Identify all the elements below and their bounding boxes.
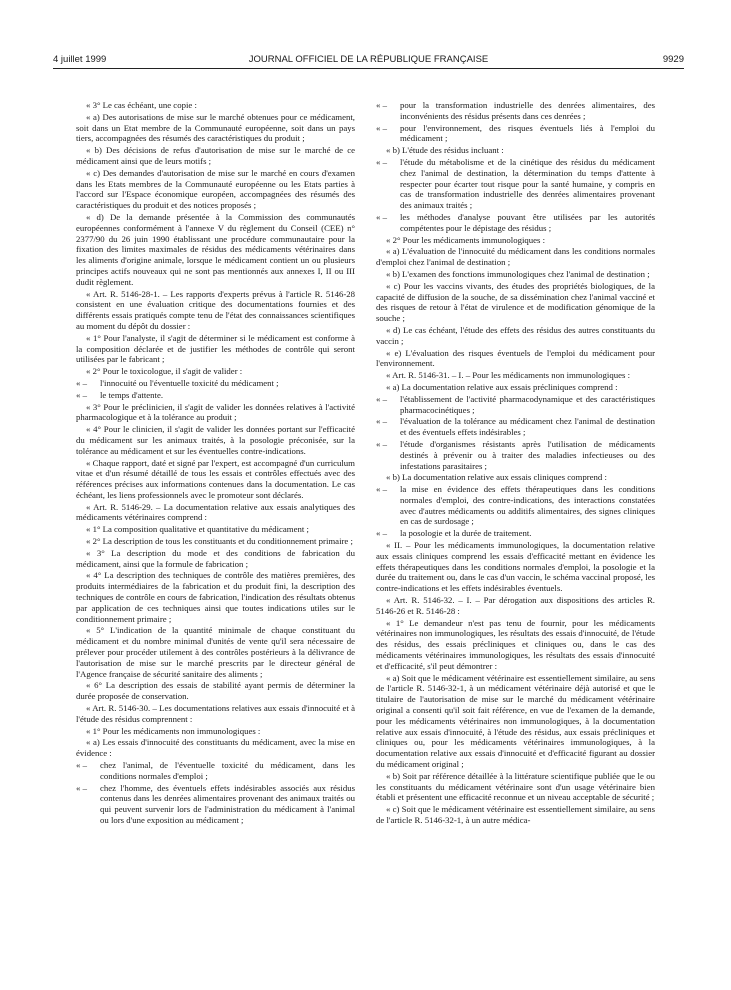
paragraph: « Art. R. 5146-30. – Les documentations relatives aux essais d'innocuité et à l'étude des résidus comprennent : xyxy=(76,703,355,724)
left-column xyxy=(76,100,355,827)
dash-item: « – l'innocuité ou l'éventuelle toxicité du médicament ; xyxy=(76,378,355,389)
paragraph: « b) L'étude des résidus incluant : xyxy=(386,145,504,156)
page-number: 9929 xyxy=(662,54,684,65)
paragraph: « 5° L'indication de la quantité minimale de chaque constituant du médicament et du nombre minimal d'unités de vente qu'il sera nécessaire de prélever pour procéder utilement à des contrôles postérieurs à la délivrance de l'autorisation de mise sur le marché prescrits par le directeur général de l'Agence française de sécurité sanitaire des aliments ; xyxy=(76,625,355,679)
paragraph: « c) Pour les vaccins vivants, des études des propriétés biologiques, de la capacité de diffusion de la souche, de sa dissémination chez l'animal vacciné et des risques de retour à l'état de virulence et de modification génomique de la souche ; xyxy=(376,280,655,324)
paragraph: « a) Des autorisations de mise sur le marché obtenues pour ce médicament, soit dans un Etat membre de la Communauté européenne, soit dans un pays tiers, accompagnées des résumés des caractéristiques du produit ; xyxy=(76,111,355,144)
paragraph: « a) La documentation relative aux essais précliniques comprend : xyxy=(386,381,618,392)
paragraph: « Art. R. 5146-28-1. – Les rapports d'experts prévus à l'article R. 5146-28 consistent en une évaluation critique des documentations fournies et des différents essais pratiqués compte tenu de l'état des connaissances scientifiques au moment du dépôt du dossier : xyxy=(76,288,355,331)
paragraph: « 1° Pour l'analyste, il s'agit de déterminer si le médicament est conforme à la composition déclarée et de justifier les méthodes de contrôle qui seront utilisées par le fabricant ; xyxy=(76,332,355,365)
dash-item: « – pour la transformation industrielle des denrées alimentaires, des inconvénients des résidus présents dans ces denrées ; xyxy=(376,100,655,122)
paragraph: « 3° La description du mode et des conditions de fabrication du médicament, ainsi que la formule de fabrication ; xyxy=(76,547,355,569)
right-column xyxy=(376,100,655,827)
paragraph: « 1° La composition qualitative et quantitative du médicament ; xyxy=(86,524,309,535)
dash-item: « – la mise en évidence des effets thérapeutiques dans les conditions normales d'emploi, des contre-indications, des interactions constatées avec d'autres médicaments ou additifs alimentaires, des signes cliniques en cas de surdosage ; xyxy=(376,484,655,527)
dash-item: « – pour l'environnement, des risques éventuels liés à l'emploi du médicament ; xyxy=(376,123,655,145)
paragraph: « c) Soit que le médicament vétérinaire est essentiellement similaire, au sens de l'article R. 5146-32-1, à un autre médica- xyxy=(376,804,655,825)
dash-item: « – les méthodes d'analyse pouvant être utilisées par les autorités compétentes pour le dépistage des résidus ; xyxy=(376,212,655,234)
paragraph: « Art. R. 5146-31. – I. – Pour les médicaments non immunologiques : xyxy=(386,370,631,381)
dash-item: « – la posologie et la durée de traitement. xyxy=(376,528,655,539)
paragraph: « a) Les essais d'innocuité des constituants du médicament, avec la mise en évidence : xyxy=(76,737,355,759)
paragraph: « d) Le cas échéant, l'étude des effets des résidus des autres constituants du vaccin ; xyxy=(376,324,655,346)
paragraph: « a) L'évaluation de l'innocuité du médicament dans les conditions normales d'emploi chez l'animal de destination ; xyxy=(376,246,655,268)
dash-item: « – chez l'homme, des éventuels effets indésirables associés aux résidus contenus dans les denrées alimentaires provenant des animaux traités ou qui peuvent survenir lors de l'administration du médicament à l'animal ou lors d'une exposition au médicament ; xyxy=(76,783,355,826)
paragraph: « d) De la demande présentée à la Commission des communautés européennes conformément à l'annexe V du règlement du Conseil (CEE) n° 2377/90 du 26 juin 1990 établissant une procédure communautaire pour la fixation des limites maximales de résidus des médicaments vétérinaires dans les aliments d'origine animale, lorsque le médicament contient un ou plusieurs principes actifs nouveaux qui ne sont pas mentionnés aux annexes I, II ou III dudit règlement. xyxy=(76,211,355,287)
dash-item: « – le temps d'attente. xyxy=(76,390,355,401)
paragraph: « Chaque rapport, daté et signé par l'expert, est accompagné d'un curriculum vitae et d'un résumé détaillé de tous les essais et contrôles effectués avec des références précises aux informations contenues dans la documentation. Le cas échéant, les liens professionnels avec le promoteur sont déclarés. xyxy=(76,457,355,500)
page-header xyxy=(53,54,684,68)
header-rule xyxy=(53,68,684,69)
paragraph: « Art. R. 5146-29. – La documentation relative aux essais analytiques des médicaments vétérinaires comprend : xyxy=(76,501,355,523)
paragraph: « 2° La description de tous les constituants et du conditionnement primaire ; xyxy=(86,536,353,547)
paragraph: « 3° Pour le préclinicien, il s'agit de valider les données relatives à l'activité pharmacologique et à la tolérance au produit ; xyxy=(76,401,355,423)
paragraph: « II. – Pour les médicaments immunologiques, la documentation relative aux essais cliniques comprend les essais d'efficacité mettant en évidence les effets thérapeutiques dans les conditions normales d'emploi, la posologie et la durée du traitement ou, dans le cas d'un vaccin, le schéma vaccinal proposé, les contre-indications et les effets indésirables éventuels. xyxy=(376,540,655,594)
paragraph: « a) Soit que le médicament vétérinaire est essentiellement similaire, au sens de l'article R. 5146-32-1, à un médicament vétérinaire déjà autorisé et que le titulaire de l'autorisation de mise sur le marché du médicament vétérinaire original a consenti qu'il soit fait référence, en vue de l'examen de la demande, pour les médicaments vétérinaires non immunologiques, à la documentation relative aux essais d'innocuité, à l'étude des résidus, aux essais précliniques et cliniques ou, pour les médicaments vétérinaires immunologiques, à la documentation relative aux essais d'innocuité et d'efficacité figurant au dossier du médicament original ; xyxy=(376,672,655,770)
paragraph: « 4° La description des techniques de contrôle des matières premières, des produits intermédiaires de la fabrication et du produit fini, la description des techniques de contrôle en cours de fabrication, l'indication des résultats obtenus par application de ces techniques ainsi que toutes indications utiles sur le conditionnement primaire ; xyxy=(76,570,355,624)
paragraph: « 3° Le cas échéant, une copie : xyxy=(86,100,197,110)
dash-item: « – l'étude du métabolisme et de la cinétique des résidus du médicament chez l'animal de destination, la détermination du temps d'attente à respecter pour écarter tout risque pour la santé humaine, y compris en cas de transformation industrielle des denrées alimentaires provenant des animaux traités ; xyxy=(376,157,655,211)
dash-item: « – chez l'animal, de l'éventuelle toxicité du médicament, dans les conditions normales d'emploi ; xyxy=(76,760,355,782)
paragraph: « 2° Pour les médicaments immunologiques : xyxy=(386,234,546,245)
paragraph: « Art. R. 5146-32. – I. – Par dérogation aux dispositions des articles R. 5146-26 et R. 5146-28 : xyxy=(376,595,655,616)
paragraph: « 6° La description des essais de stabilité ayant permis de déterminer la durée proposée de conservation. xyxy=(76,680,355,702)
paragraph: « e) L'évaluation des risques éventuels de l'emploi du médicament pour l'environnement. xyxy=(376,347,655,369)
paragraph: « b) Des décisions de refus d'autorisation de mise sur le marché de ce médicament ainsi que de leurs motifs ; xyxy=(76,145,355,166)
paragraph: « b) Soit par référence détaillée à la littérature scientifique publiée que le ou les constituants du médicament vétérinaire sont d'un usage vétérinaire bien établi et présentent une efficacité reconnue et un niveau acceptable de sécurité ; xyxy=(376,770,655,803)
journal-title: JOURNAL OFFICIEL DE LA RÉPUBLIQUE FRANÇAISE xyxy=(248,54,489,65)
paragraph: « 1° Pour les médicaments non immunologiques : xyxy=(86,725,261,736)
paragraph: « b) L'examen des fonctions immunologiques chez l'animal de destination ; xyxy=(386,268,650,279)
dash-item: « – l'étude d'organismes résistants après l'utilisation de médicaments destinés à prévenir ou à traiter des maladies infectieuses ou des infestations parasitaires ; xyxy=(376,439,655,471)
paragraph: « b) La documentation relative aux essais cliniques comprend : xyxy=(386,472,607,483)
paragraph: « 4° Pour le clinicien, il s'agit de valider les données portant sur l'efficacité du médicament sur les animaux traités, à la posologie préconisée, sur la tolérance au médicament et sur les éventuelles contre-indications. xyxy=(76,424,355,456)
paragraph: « 2° Pour le toxicologue, il s'agit de valider : xyxy=(86,366,243,377)
paragraph: « 1° Le demandeur n'est pas tenu de fournir, pour les médicaments vétérinaires non immunologiques, les résultats des essais d'innocuité, de l'étude des résidus, des essais précliniques et cliniques ou, dans le cas des médicaments vétérinaires immunologiques, les résultats des essais d'innocuité et d'efficacité, s'il peut démontrer : xyxy=(376,617,655,671)
issue-date: 4 juillet 1999 xyxy=(53,54,107,65)
paragraph: « c) Des demandes d'autorisation de mise sur le marché en cours d'examen dans les Etats membres de la Communauté européenne ou les Etats parties à l'accord sur l'Espace économique européen, accompagnées des résumés des caractéristiques du produit et des notices proposés ; xyxy=(76,167,355,211)
dash-item: « – l'évaluation de la tolérance au médicament chez l'animal de destination et des éventuels effets indésirables ; xyxy=(376,416,655,438)
dash-item: « – l'établissement de l'activité pharmacodynamique et des caractéristiques pharmacocinétiques ; xyxy=(376,394,655,416)
